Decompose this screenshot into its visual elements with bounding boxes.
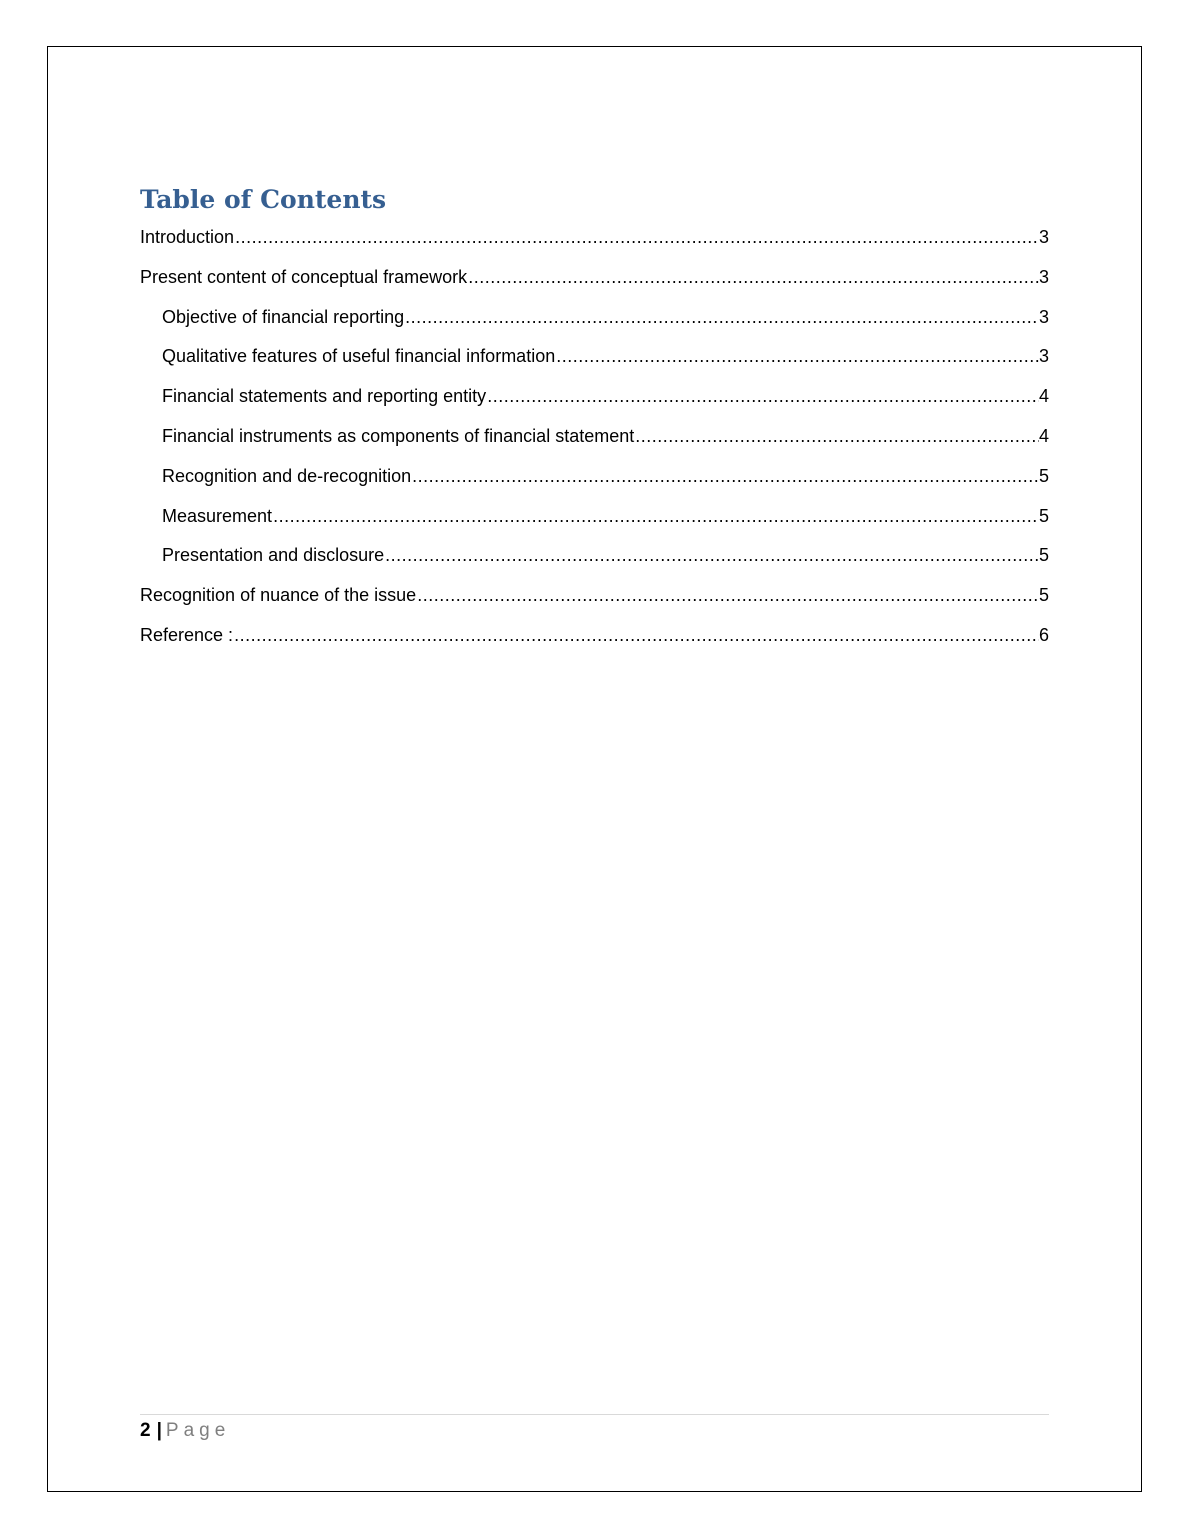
toc-entry-page: 3 bbox=[1038, 227, 1049, 247]
toc-entry-recognition-derecognition[interactable] bbox=[140, 464, 1049, 504]
toc-entry-text: Present content of conceptual framework bbox=[140, 266, 468, 287]
toc-entry-presentation-disclosure[interactable] bbox=[140, 543, 1049, 583]
page-footer bbox=[140, 1419, 230, 1443]
footer-separator: | bbox=[156, 1420, 162, 1441]
dot-leader bbox=[233, 623, 1039, 647]
dot-leader bbox=[404, 305, 1039, 329]
toc-entry-text: Introduction bbox=[140, 227, 235, 247]
toc-entry-page: 4 bbox=[1038, 425, 1049, 446]
toc-entry-text: Objective of financial reporting bbox=[162, 306, 405, 327]
toc-entry-measurement[interactable] bbox=[140, 504, 1049, 544]
toc-entry-financial-instruments[interactable] bbox=[140, 424, 1049, 464]
toc-entry-text: Measurement bbox=[162, 505, 273, 526]
dot-leader bbox=[416, 583, 1039, 607]
toc-entry-page: 3 bbox=[1038, 346, 1049, 367]
toc-entry-page: 5 bbox=[1038, 545, 1049, 566]
dot-leader bbox=[486, 384, 1039, 408]
toc-entry-page: 5 bbox=[1038, 585, 1049, 606]
footer-divider bbox=[140, 1414, 1049, 1415]
toc-entry-text: Reference : bbox=[140, 624, 234, 645]
toc-entry-financial-statements[interactable] bbox=[140, 384, 1049, 424]
toc-entry-text: Qualitative features of useful financial information bbox=[162, 346, 556, 367]
toc-title: Table of Contents bbox=[140, 185, 387, 214]
dot-leader bbox=[555, 344, 1039, 368]
toc-entry-page: 5 bbox=[1038, 465, 1049, 486]
toc-entry-text: Presentation and disclosure bbox=[162, 545, 385, 566]
toc-entry-recognition-nuance[interactable] bbox=[140, 583, 1049, 623]
toc-entry-page: 3 bbox=[1038, 266, 1049, 287]
dot-leader bbox=[272, 504, 1039, 528]
dot-leader bbox=[234, 225, 1039, 249]
toc-entry-introduction[interactable] bbox=[140, 225, 1049, 265]
footer-page-number: 2 bbox=[140, 1420, 151, 1441]
toc-entry-text: Financial statements and reporting entity bbox=[162, 386, 487, 407]
toc-entry-reference[interactable] bbox=[140, 623, 1049, 663]
footer-page-label: Page bbox=[165, 1420, 231, 1441]
toc-entry-page: 5 bbox=[1038, 505, 1049, 526]
toc-entry-page: 4 bbox=[1038, 386, 1049, 407]
toc-entry-objective[interactable] bbox=[140, 305, 1049, 345]
toc-entry-page: 3 bbox=[1038, 306, 1049, 327]
dot-leader bbox=[411, 464, 1039, 488]
toc-list bbox=[140, 225, 1049, 663]
dot-leader bbox=[384, 543, 1039, 567]
toc-entry-page: 6 bbox=[1038, 624, 1049, 645]
dot-leader bbox=[634, 424, 1039, 448]
toc-entry-present-content[interactable] bbox=[140, 265, 1049, 305]
dot-leader bbox=[467, 265, 1039, 289]
toc-entry-text: Recognition and de-recognition bbox=[162, 465, 412, 486]
toc-entry-text: Financial instruments as components of financial statement bbox=[162, 425, 635, 446]
toc-entry-qualitative-features[interactable] bbox=[140, 344, 1049, 384]
toc-entry-text: Recognition of nuance of the issue bbox=[140, 585, 417, 606]
